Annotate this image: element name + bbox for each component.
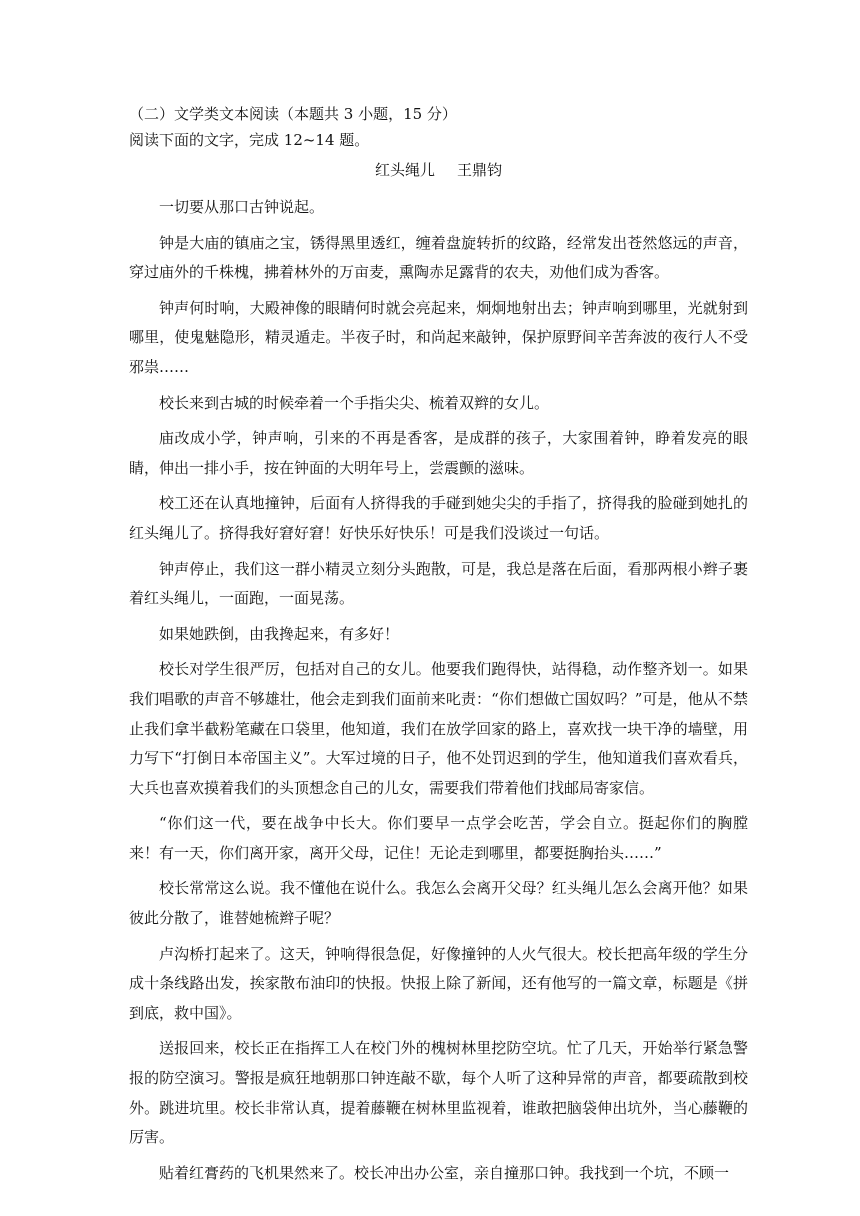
story-title: 红头绳儿: [374, 161, 435, 179]
paragraph: 校工还在认真地撞钟，后面有人挤得我的手碰到她尖尖的手指了，挤得我的脸碰到她扎的红头绳儿了。挤得我好窘好窘！好快乐好快乐！可是我们没谈过一句话。: [129, 494, 748, 542]
section-header: （二）文学类文本阅读（本题共 3 小题，15 分）: [129, 105, 457, 123]
paragraph: 校长来到古城的时候牵着一个手指尖尖、梳着双辫的女儿。: [159, 393, 550, 412]
paragraph: 卢沟桥打起来了。这天，钟响得很急促，好像撞钟的人火气很大。校长把高年级的学生分成十条线路出发，挨家散布油印的快报。快报上除了新闻，还有他写的一篇文章，标题是《拼到底，救中国》。: [129, 944, 748, 1022]
paragraph: 钟声何时响，大殿神像的眼睛何时就会亮起来，炯炯地射出去；钟声响到哪里，光就射到哪里，使鬼魅隐形，精灵遁走。半夜子时，和尚起来敲钟，保护原野间辛苦奔波的夜行人不受邪祟……: [129, 298, 748, 376]
paragraph: 钟是大庙的镇庙之宝，锈得黑里透红，缠着盘旋转折的纹路，经常发出苍然悠远的声音，穿过庙外的千株槐，拂着林外的万亩麦，熏陶赤足露背的农夫，劝他们成为香客。: [129, 233, 748, 282]
paragraph: 送报回来，校长正在指挥工人在校门外的槐树林里挖防空坑。忙了几天，开始举行紧急警报的防空演习。警报是疯狂地朝那口钟连敲不歇，每个人听了这种异常的声音，都要疏散到校外。跳进坑里。校长非常认真，提着藤鞭在树林里监视着，谁敢把脑袋伸出坑外，当心藤鞭的厉害。: [129, 1039, 748, 1147]
paragraph: 校长常常这么说。我不懂他在说什么。我怎么会离开父母？红头绳儿怎么会离开他？如果彼此分散了，谁替她梳辫子呢？: [129, 879, 748, 928]
paragraph: 庙改成小学，钟声响，引来的不再是香客，是成群的孩子，大家围着钟，睁着发亮的眼睛，伸出一排小手，按在钟面的大明年号上，尝震颤的滋味。: [129, 429, 748, 477]
paragraph: 钟声停止，我们这一群小精灵立刻分头跑散，可是，我总是落在后面，看那两根小辫子裹着红头绳儿，一面跑，一面晃荡。: [129, 559, 748, 608]
story-title-row: [129, 157, 748, 183]
paragraph: 贴着红膏药的飞机果然来了。校长冲出办公室，亲自撞那口钟。我找到一个坑，不顾一: [159, 1163, 730, 1182]
paragraph: 如果她跌倒，由我搀起来，有多好！: [159, 624, 400, 643]
paragraph: 一切要从那口古钟说起。: [159, 198, 325, 216]
instruction-text: 阅读下面的文字，完成 12~14 题。: [129, 131, 370, 149]
paragraph: “你们这一代，要在战争中长大。你们要早一点学会吃苦，学会自立。挺起你们的胸膛来！有一天，你们离开家，离开父母，记住！无论走到哪里，都要挺胸抬头……”: [129, 814, 748, 862]
story-author: 王鼎钧: [457, 161, 503, 179]
paragraph: 校长对学生很严厉，包括对自己的女儿。他要我们跑得快，站得稳，动作整齐划一。如果我们唱歌的声音不够雄壮，他会走到我们面前来叱责：“你们想做亡国奴吗？”可是，他从不禁止我们拿半截粉笔藏在口袋里，他知道，我们在放学回家的路上，喜欢找一块干净的墙壁，用力写下“打倒日本帝国主义”。大军过境的日子，他不处罚迟到的学生，他知道我们喜欢看兵，大兵也喜欢摸着我们的头顶想念自己的儿女，需要我们带着他们找邮局寄家信。: [129, 660, 748, 797]
